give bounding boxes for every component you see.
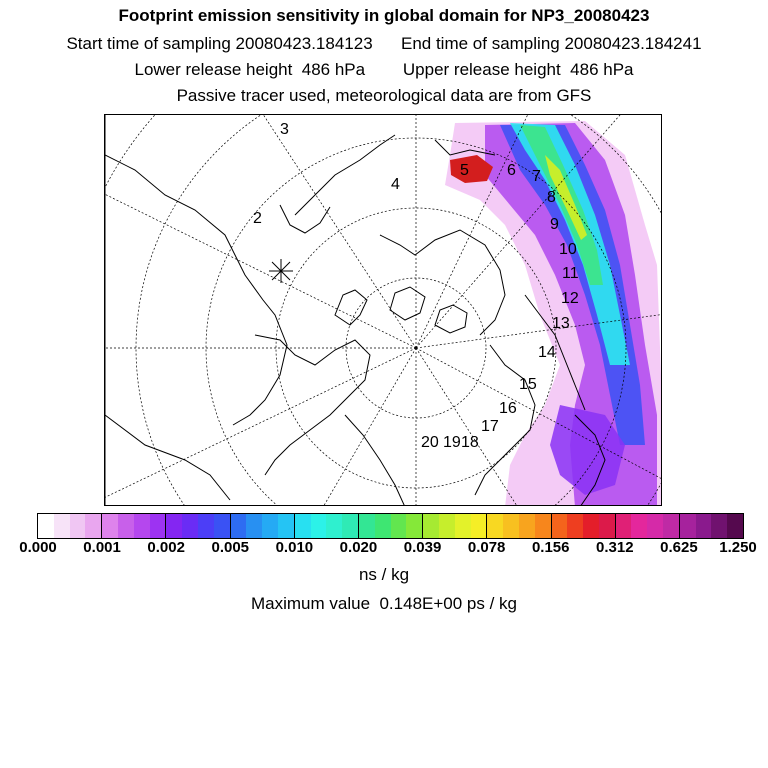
colorbar-tick-label: 1.250: [719, 539, 757, 556]
colorbar-segment: [599, 514, 616, 538]
colorbar-tick-label: 0.156: [531, 539, 570, 556]
colorbar-segment: [439, 514, 455, 538]
traj-label: 11: [562, 265, 579, 282]
colorbar-segment: [150, 514, 167, 538]
colorbar-segment: [262, 514, 278, 538]
colorbar-segment: [166, 514, 182, 538]
colorbar-segment: [326, 514, 342, 538]
colorbar: [37, 513, 744, 539]
traj-label: 14: [538, 344, 556, 361]
colorbar-segment: [663, 514, 680, 538]
colorbar-segment: [583, 514, 599, 538]
colorbar-segment: [616, 514, 632, 538]
release-heights: Lower release height 486 hPa Upper release height 486 hPa: [134, 60, 634, 79]
colorbar-segment: [214, 514, 231, 538]
colorbar-segment: [38, 514, 54, 538]
colorbar-segment: [680, 514, 696, 538]
traj-label: 19: [443, 434, 461, 451]
traj-label: 15: [519, 376, 537, 393]
colorbar-segment: [311, 514, 327, 538]
colorbar-tick-label: 0.625: [660, 539, 698, 556]
colorbar-segment: [631, 514, 647, 538]
colorbar-segment: [102, 514, 118, 538]
traj-label: 5: [460, 162, 469, 179]
traj-label: 9: [550, 216, 559, 233]
colorbar-segment: [567, 514, 583, 538]
traj-label: 18: [461, 434, 479, 451]
colorbar-segment: [54, 514, 70, 538]
colorbar-segment: [503, 514, 519, 538]
colorbar-tick-label: 0.312: [596, 539, 634, 556]
colorbar-tick-label: 0.010: [275, 539, 314, 556]
traj-label: 8: [547, 189, 556, 206]
colorbar-segment: [359, 514, 375, 538]
colorbar-ticks: [0, 539, 768, 559]
colorbar-segment: [246, 514, 262, 538]
traj-label: 13: [552, 315, 570, 332]
colorbar-segment: [278, 514, 295, 538]
traj-label: 16: [499, 400, 517, 417]
colorbar-segment: [455, 514, 471, 538]
colorbar-segment: [647, 514, 663, 538]
colorbar-segment: [375, 514, 391, 538]
colorbar-segment: [727, 514, 743, 538]
plot-title: Footprint emission sensitivity in global domain for NP3_20080423: [118, 6, 650, 25]
asterisk-icon: [269, 259, 293, 283]
traj-label: 12: [561, 290, 579, 307]
sampling-times: Start time of sampling 20080423.184123 End time of sampling 20080423.184241: [66, 34, 702, 53]
colorbar-segment: [134, 514, 150, 538]
colorbar-segment: [70, 514, 86, 538]
traj-label: 10: [559, 241, 577, 258]
colorbar-segment: [535, 514, 552, 538]
traj-label: 20: [421, 434, 439, 451]
colorbar-segment: [198, 514, 214, 538]
colorbar-segment: [182, 514, 198, 538]
colorbar-segment: [406, 514, 423, 538]
colorbar-tick-label: 0.005: [211, 539, 250, 556]
colorbar-segment: [85, 514, 102, 538]
colorbar-segment: [711, 514, 727, 538]
colorbar-segment: [231, 514, 247, 538]
traj-label: 7: [532, 168, 541, 185]
colorbar-segment: [423, 514, 439, 538]
traj-label: 4: [391, 176, 400, 193]
colorbar-segment: [696, 514, 712, 538]
traj-label: 17: [481, 418, 499, 435]
traj-label: 6: [507, 162, 516, 179]
colorbar-tick-label: 0.000: [19, 539, 57, 556]
colorbar-segment: [487, 514, 503, 538]
colorbar-segment: [519, 514, 535, 538]
colorbar-segment: [295, 514, 311, 538]
traj-label: 3: [280, 121, 289, 138]
map-canvas: [105, 115, 662, 506]
polar-map: [104, 114, 662, 506]
colorbar-unit: ns / kg: [358, 565, 410, 584]
colorbar-segment: [118, 514, 134, 538]
colorbar-tick-label: 0.002: [147, 539, 185, 556]
tracer-info: Passive tracer used, meteorological data are from GFS: [176, 86, 592, 105]
colorbar-segment: [471, 514, 488, 538]
colorbar-tick-label: 0.020: [339, 539, 378, 556]
traj-label: 2: [253, 210, 262, 227]
colorbar-segment: [342, 514, 359, 538]
colorbar-segment: [391, 514, 407, 538]
colorbar-tick-label: 0.039: [403, 539, 442, 556]
maximum-value: Maximum value 0.148E+00 ps / kg: [251, 594, 517, 613]
colorbar-segment: [552, 514, 568, 538]
colorbar-tick-label: 0.078: [467, 539, 506, 556]
colorbar-tick-label: 0.001: [83, 539, 121, 556]
